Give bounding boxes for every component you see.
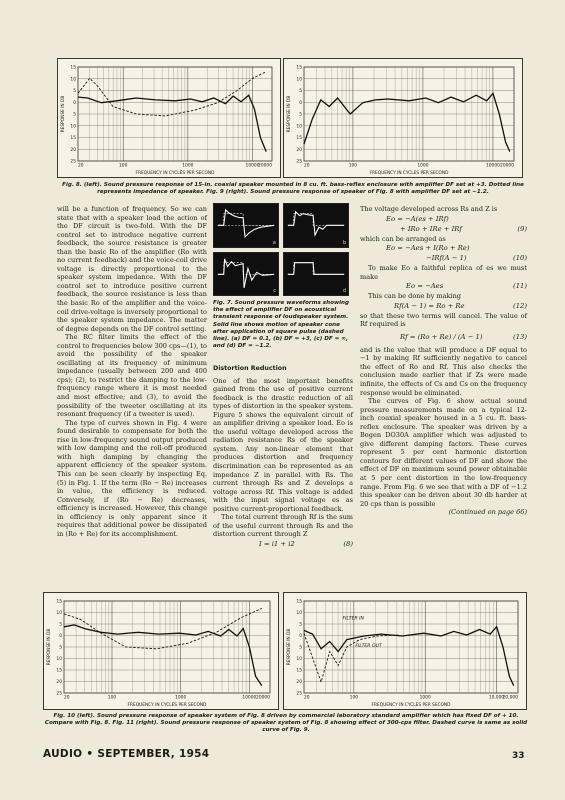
equation-10-number: (10)	[513, 254, 527, 263]
equation-8-number: (8)	[343, 539, 353, 548]
y-tick-label: 15	[296, 65, 302, 71]
graph-svg	[284, 593, 526, 709]
graph-svg	[44, 593, 278, 709]
equation-13-number: (13)	[513, 332, 527, 341]
y-tick-label: 0	[299, 634, 302, 640]
magazine-name: AUDIO	[43, 748, 83, 760]
fig8-9-caption: Fig. 8. (left). Sound pressure response of 15-in. coaxial speaker mounted in 8 cu. ft. bass-reflex enclosure with amplifier DF set at +3. Dotted line represents impedance of speaker. Fig. 9 (right). Sound pressure response of speaker of Fig. 8 with amplifier DF set at −1.2.	[62, 182, 524, 196]
waveform-panel-d	[283, 252, 349, 297]
x-tick-label: 20	[64, 695, 70, 701]
fig8-response-graph	[57, 58, 281, 178]
fig11-response-graph	[283, 592, 527, 710]
x-tick-label: 100	[349, 695, 359, 701]
y-tick-label: 20	[296, 147, 302, 153]
article-column-2	[213, 360, 353, 550]
y-tick-label: 15	[296, 599, 302, 605]
x-tick-label: 100	[119, 163, 128, 169]
dashed-curve	[304, 633, 398, 682]
col3-paragraph: To make Eo a faithful replica of es we must make	[360, 264, 527, 281]
y-tick-label: 5	[73, 89, 76, 95]
article-column-1	[57, 205, 207, 538]
equation-12-number: (12)	[513, 301, 527, 310]
equation-12	[360, 302, 527, 311]
response-curve	[64, 625, 262, 686]
equation-8-body: I = i1 + i2	[259, 539, 295, 548]
equation-9a	[360, 215, 527, 224]
equation-12-body: Rf(A − 1) = Ro + Re	[394, 301, 465, 310]
y-tick-label: 10	[56, 611, 62, 617]
col3-paragraph: which can be arranged as	[360, 234, 446, 243]
equation-13-body: Rf = (Ro + Re) / (A − 1)	[400, 332, 483, 341]
waveform-panel-c	[213, 252, 279, 297]
y-tick-label: 25	[70, 159, 76, 165]
x-tick-label: 10000	[485, 163, 500, 169]
dashed-curve	[78, 72, 266, 116]
fig9-response-graph	[283, 58, 523, 178]
y-tick-label: 0	[59, 634, 62, 640]
col3-paragraph: so that these two terms will cancel. The value of Rf required is	[360, 311, 527, 329]
graph-svg	[58, 59, 280, 177]
y-tick-label: 15	[70, 136, 76, 142]
x-tick-label: 10000	[242, 695, 257, 701]
equation-11-number: (11)	[513, 282, 527, 291]
fig7-caption: Fig. 7. Sound pressure waveforms showing the effect of amplifier DF on acoustical transient response of loudspeaker system. Solid line shows motion of speaker cone after application of square pulse (dashed line). (a) DF = 0.1, (b) DF = +3, (c) DF = ∞, and (d) DF = −1.2.	[213, 300, 350, 350]
col1-paragraph: The RC filter limits the effect of the control to frequencies below 300 cps—(1), to avoid the possibility of the speaker oscillating at its frequency of minimum impedance (usually between 200 and 400 cps); (2), to restrict the damping to the low-frequency range where it is most needed and most effective; and (3), to avoid the possibility of the tweeter oscillating at its resonant frequency (if a tweeter is used).	[57, 333, 207, 419]
issue-date: SEPTEMBER, 1954	[97, 748, 210, 760]
y-tick-label: 0	[299, 100, 302, 106]
equation-10-line2: −IRf(A − 1)	[426, 254, 467, 263]
x-tick-label: 1000	[417, 163, 429, 169]
response-curve	[78, 95, 266, 151]
footer-bullet: •	[86, 748, 94, 760]
y-axis-label: RESPONSE IN DB	[287, 628, 292, 666]
equation-8	[213, 540, 353, 549]
y-tick-label: 0	[73, 100, 76, 106]
col3-paragraph: This can be done by making	[368, 292, 461, 301]
magazine-footer	[43, 748, 209, 760]
x-tick-label: 10000	[245, 163, 260, 169]
equation-13	[360, 333, 527, 342]
y-tick-label: 10	[70, 77, 76, 83]
x-tick-label: 100	[348, 163, 358, 169]
col3-paragraph: The curves of Fig. 6 show actual sound pressure measurements made on a typical 12-inch coaxial speaker housed in a 5 cu. ft. bass-reflex enclosure. The speaker was driven by a Bogen DO30A amplifier which was adjusted to give different damping factors. These curves represent 5 per cent harmonic distortion contours for different values of DF and show the effect of DF on maximum sound power obtainable at 5 per cent distortion in the low-frequency range. From Fig. 6 we see that with a DF of −1.2 this speaker can be driven about 30 db harder at 20 cps than is possible	[360, 397, 527, 508]
equation-9-line1: Eo = −A(es + IRf)	[386, 214, 449, 223]
waveform-label-a: a	[272, 239, 276, 246]
x-tick-label: 20000	[500, 163, 514, 169]
x-tick-label: 20	[78, 163, 84, 169]
article-column-3	[360, 205, 527, 517]
x-axis-label: FREQUENCY IN CYCLES PER SECOND	[369, 171, 449, 176]
response-curve	[304, 93, 510, 151]
y-tick-label: 10	[56, 657, 62, 663]
y-tick-label: 10	[296, 124, 302, 130]
fig10-response-graph	[43, 592, 279, 710]
filter-out-label: FILTER OUT	[355, 644, 382, 649]
y-tick-label: 5	[59, 622, 62, 628]
y-tick-label: 10	[296, 77, 302, 83]
col3-paragraph: The voltage developed across Rs and Z is	[360, 205, 498, 213]
equation-9b	[360, 225, 527, 234]
y-tick-label: 15	[296, 136, 302, 142]
y-tick-label: 5	[299, 622, 302, 628]
section-heading: Distortion Reduction	[213, 365, 287, 372]
y-tick-label: 20	[56, 680, 62, 686]
x-tick-label: 100	[107, 695, 117, 701]
y-tick-label: 5	[299, 112, 302, 118]
continued-note: (Continued on page 66)	[448, 508, 527, 517]
x-tick-label: 1000	[419, 695, 431, 701]
y-tick-label: 5	[59, 645, 62, 651]
x-tick-label: 10,000	[488, 695, 505, 701]
y-tick-label: 5	[73, 112, 76, 118]
waveform-label-d: d	[342, 288, 346, 295]
equation-11-body: Eo = −Aes	[406, 282, 444, 291]
filter-in-label: FILTER IN	[342, 616, 364, 622]
y-tick-label: 15	[296, 668, 302, 674]
y-axis-label: RESPONSE IN DB	[47, 628, 52, 666]
col3-paragraph: and is the value that will produce a DF equal to −1 by making Rf sufficiently negative to cancel the effect of Ro and Rf. This also checks the conclusion made earlier that if Zs were made infinite, the effects of Cs and Cs on the frequency response would be eliminated.	[360, 345, 527, 397]
equation-10a	[360, 244, 527, 253]
waveform-panel-b	[283, 203, 349, 248]
page-number: 33	[512, 751, 525, 761]
x-tick-label: 20	[304, 695, 310, 701]
waveform-label-c: c	[273, 288, 276, 295]
x-axis-label: FREQUENCY IN CYCLES PER SECOND	[371, 703, 451, 708]
x-tick-label: 20000	[258, 163, 272, 169]
waveform-panel-a	[213, 203, 279, 248]
y-tick-label: 5	[299, 89, 302, 95]
col2-paragraph: The total current through Rf is the sum of the useful current through Rs and the distortion current through Z	[213, 513, 353, 539]
y-tick-label: 25	[56, 691, 62, 697]
y-axis-label: RESPONSE IN DB	[287, 95, 292, 133]
y-tick-label: 10	[296, 657, 302, 663]
waveform-label-b: b	[342, 239, 346, 246]
equation-10b	[360, 254, 527, 263]
col1-paragraph: will be a function of frequency. So we can state that with a speaker load the action of the DF circuit is two-fold. With the DF control set to introduce negative current feedback, the source resistance is greater than the basic Ro of the amplifier (Ro with no current feedback) and the voice-coil drive voltage is directly proportional to the speaker system impedance. With the DF control set to introduce positive current feedback, the source resistance is less than the basic Ro of the amplifier and the voice-coil drive-voltage is inversely proportional to the speaker system impedance. The matter of degree depends on the DF control setting.	[57, 205, 207, 333]
x-tick-label: 20	[304, 163, 310, 169]
fig10-11-caption: Fig. 10 (left). Sound pressure response of speaker system of Fig. 8 driven by commercial laboratory standard amplifier which has fixed DF of + 10. Compare with Fig. 8. Fig. 11 (right). Sound pressure response of speaker system of Fig. 8 showing effect of 300-cps filter. Dashed curve is same as solid curve of Fig. 9.	[44, 713, 528, 734]
fig7-waveform-grid	[213, 203, 349, 295]
dashed-curve	[64, 608, 262, 648]
equation-10-line1: Eo = −Aes + I(Ro + Re)	[386, 244, 470, 253]
x-tick-label: 20000	[256, 695, 270, 701]
y-tick-label: 20	[296, 680, 302, 686]
y-tick-label: 15	[70, 65, 76, 71]
x-tick-label: 1000	[182, 163, 194, 169]
col2-paragraph: One of the most important benefits gained from the use of positive current feedback is the drastic reduction of all types of distortion in the speaker system. Figure 5 shows the equivalent circuit of an amplifier driving a speaker load. Eo is the useful voltage developed across the radiation resistance Rs of the speaker system. Any non-linear element that produces distortion and frequency discrimination can be represented as an impedance Z in parallel with Rs. The current through Rs and Z develops a voltage across Rf. This voltage is added with the input signal voltage es as positive current-proportional feedback.	[213, 376, 353, 513]
x-tick-label: 20,000	[502, 695, 518, 701]
y-tick-label: 25	[296, 691, 302, 697]
y-tick-label: 10	[70, 124, 76, 130]
x-axis-label: FREQUENCY IN CYCLES PER SECOND	[135, 171, 215, 176]
col1-paragraph: The type of curves shown in Fig. 4 were found desirable to compensate for both the rise in low-frequency sound output produced with low damping and the roll-off produced with high damping by changing the apparent efficiency of the speaker system. This can be seen clearly by inspecting Eq. (5) in Fig. 1. If the term (Ro − Re) increases in value, the efficiency is reduced. Conversely, if (Ro − Re) decreases, efficiency is increased. However, this change in efficiency is only apparent since it requires that additional power be dissipated in (Ro + Re) for its accomplishment.	[57, 418, 207, 538]
equation-9-number: (9)	[517, 224, 527, 233]
equation-9-line2: + IRo + IRe + IRf	[400, 224, 462, 233]
x-axis-label: FREQUENCY IN CYCLES PER SECOND	[127, 703, 207, 708]
y-tick-label: 5	[299, 645, 302, 651]
equation-11	[360, 282, 527, 291]
y-tick-label: 20	[70, 147, 76, 153]
y-tick-label: 15	[56, 599, 62, 605]
y-axis-label: RESPONSE IN DB	[61, 95, 66, 133]
y-tick-label: 15	[56, 668, 62, 674]
y-tick-label: 10	[296, 611, 302, 617]
graph-svg	[284, 59, 522, 177]
y-tick-label: 25	[296, 159, 302, 165]
x-tick-label: 1000	[175, 695, 187, 701]
